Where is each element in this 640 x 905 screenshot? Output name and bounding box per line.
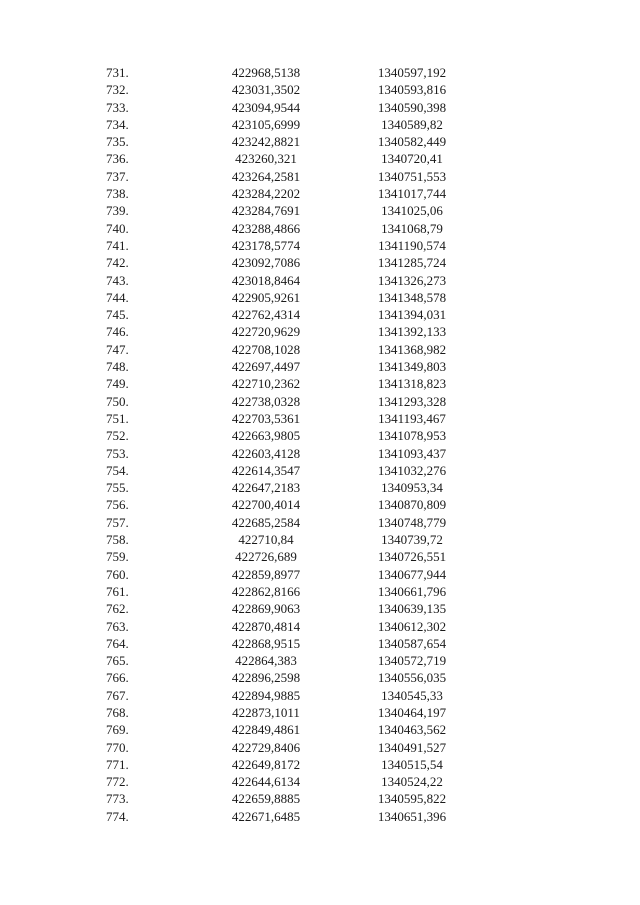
table-row — [0, 150, 640, 167]
row-number: 769. — [106, 722, 129, 738]
y-coordinate: 1340556,035 — [377, 670, 447, 686]
y-coordinate: 1341078,953 — [377, 428, 447, 444]
y-coordinate: 1340524,22 — [381, 774, 443, 790]
x-coordinate: 422703,5361 — [231, 410, 301, 426]
row-number: 754. — [106, 462, 129, 478]
row-number: 760. — [106, 566, 129, 582]
row-number: 742. — [106, 255, 129, 271]
y-coordinate: 1341025,06 — [381, 203, 443, 219]
y-coordinate: 1340589,82 — [381, 116, 443, 132]
row-number: 746. — [106, 324, 129, 340]
table-row — [0, 773, 640, 790]
row-number: 761. — [106, 583, 129, 599]
row-number: 733. — [106, 99, 129, 115]
x-coordinate: 422708,1028 — [231, 341, 301, 357]
x-coordinate: 422729,8406 — [231, 739, 301, 755]
x-coordinate: 422894,9885 — [231, 687, 301, 703]
y-coordinate: 1340651,396 — [377, 808, 447, 824]
row-number: 745. — [106, 307, 129, 323]
row-number: 765. — [106, 653, 129, 669]
x-coordinate: 422649,8172 — [231, 756, 301, 772]
table-row — [0, 721, 640, 738]
x-coordinate: 422614,3547 — [231, 462, 301, 478]
y-coordinate: 1340572,719 — [377, 653, 447, 669]
x-coordinate: 423178,5774 — [231, 237, 301, 253]
y-coordinate: 1341093,437 — [377, 445, 447, 461]
y-coordinate: 1340739,72 — [381, 532, 443, 548]
table-row — [0, 808, 640, 825]
y-coordinate: 1340953,34 — [381, 480, 443, 496]
x-coordinate: 422726,689 — [235, 549, 297, 565]
y-coordinate: 1341349,803 — [377, 359, 447, 375]
table-row — [0, 358, 640, 375]
x-coordinate: 422873,1011 — [232, 704, 300, 720]
table-row — [0, 375, 640, 392]
table-row — [0, 254, 640, 271]
row-number: 764. — [106, 635, 129, 651]
row-number: 756. — [106, 497, 129, 513]
table-row — [0, 323, 640, 340]
row-number: 743. — [106, 272, 129, 288]
x-coordinate: 422905,9261 — [231, 289, 301, 305]
y-coordinate: 1340515,54 — [381, 756, 443, 772]
row-number: 741. — [106, 237, 129, 253]
y-coordinate: 1341293,328 — [377, 393, 447, 409]
row-number: 774. — [106, 808, 129, 824]
x-coordinate: 422869,9063 — [231, 601, 301, 617]
table-row — [0, 168, 640, 185]
y-coordinate: 1341032,276 — [377, 462, 447, 478]
table-row — [0, 687, 640, 704]
y-coordinate: 1340545,33 — [381, 687, 443, 703]
table-row — [0, 548, 640, 565]
table-row — [0, 64, 640, 81]
y-coordinate: 1340491,527 — [377, 739, 447, 755]
y-coordinate: 1340661,796 — [377, 583, 447, 599]
row-number: 757. — [106, 514, 129, 530]
x-coordinate: 423284,7691 — [231, 203, 301, 219]
row-number: 749. — [106, 376, 129, 392]
coordinate-table — [0, 64, 640, 825]
x-coordinate: 423242,8821 — [231, 134, 301, 150]
y-coordinate: 1341394,031 — [377, 307, 447, 323]
x-coordinate: 422870,4814 — [231, 618, 301, 634]
x-coordinate: 422849,4861 — [231, 722, 301, 738]
y-coordinate: 1340612,302 — [377, 618, 447, 634]
x-coordinate: 423092,7086 — [231, 255, 301, 271]
row-number: 731. — [106, 65, 129, 80]
x-coordinate: 423031,3502 — [231, 82, 301, 98]
y-coordinate: 1340677,944 — [377, 566, 447, 582]
x-coordinate: 422659,8885 — [231, 791, 301, 807]
row-number: 737. — [106, 168, 129, 184]
table-row — [0, 566, 640, 583]
table-row — [0, 272, 640, 289]
table-row — [0, 600, 640, 617]
table-row — [0, 410, 640, 427]
table-row — [0, 652, 640, 669]
x-coordinate: 422720,9629 — [231, 324, 301, 340]
x-coordinate: 423094,9544 — [231, 99, 301, 115]
x-coordinate: 422603,4128 — [231, 445, 301, 461]
table-row — [0, 306, 640, 323]
table-row — [0, 393, 640, 410]
row-number: 752. — [106, 428, 129, 444]
x-coordinate: 423260,321 — [235, 151, 297, 167]
row-number: 772. — [106, 774, 129, 790]
x-coordinate: 423018,8464 — [231, 272, 301, 288]
x-coordinate: 422738,0328 — [231, 393, 301, 409]
table-row — [0, 289, 640, 306]
y-coordinate: 1340587,654 — [377, 635, 447, 651]
table-row — [0, 202, 640, 219]
row-number: 750. — [106, 393, 129, 409]
table-row — [0, 220, 640, 237]
table-row — [0, 462, 640, 479]
table-row — [0, 341, 640, 358]
y-coordinate: 1341193,467 — [378, 410, 446, 426]
row-number: 732. — [106, 82, 129, 98]
table-row — [0, 739, 640, 756]
x-coordinate: 422663,9805 — [231, 428, 301, 444]
table-row — [0, 81, 640, 98]
y-coordinate: 1341326,273 — [377, 272, 447, 288]
table-row — [0, 445, 640, 462]
y-coordinate: 1340593,816 — [377, 82, 447, 98]
table-row — [0, 237, 640, 254]
row-number: 734. — [106, 116, 129, 132]
table-row — [0, 669, 640, 686]
x-coordinate: 423288,4866 — [231, 220, 301, 236]
y-coordinate: 1341348,578 — [377, 289, 447, 305]
y-coordinate: 1340726,551 — [377, 549, 447, 565]
x-coordinate: 422647,2183 — [231, 480, 301, 496]
table-row — [0, 514, 640, 531]
y-coordinate: 1340597,192 — [377, 65, 447, 80]
y-coordinate: 1341068,79 — [381, 220, 443, 236]
row-number: 738. — [106, 186, 129, 202]
y-coordinate: 1340595,822 — [377, 791, 447, 807]
y-coordinate: 1340639,135 — [377, 601, 447, 617]
x-coordinate: 422685,2584 — [231, 514, 301, 530]
row-number: 739. — [106, 203, 129, 219]
x-coordinate: 422896,2598 — [231, 670, 301, 686]
row-number: 766. — [106, 670, 129, 686]
row-number: 767. — [106, 687, 129, 703]
table-row — [0, 618, 640, 635]
x-coordinate: 423284,2202 — [231, 186, 301, 202]
table-row — [0, 427, 640, 444]
x-coordinate: 422862,8166 — [231, 583, 301, 599]
x-coordinate: 422868,9515 — [231, 635, 301, 651]
row-number: 740. — [106, 220, 129, 236]
y-coordinate: 1341368,982 — [377, 341, 447, 357]
row-number: 768. — [106, 704, 129, 720]
table-row — [0, 531, 640, 548]
x-coordinate: 422710,84 — [238, 532, 294, 548]
y-coordinate: 1340582,449 — [377, 134, 447, 150]
row-number: 735. — [106, 134, 129, 150]
table-row — [0, 756, 640, 773]
table-row — [0, 704, 640, 721]
x-coordinate: 422671,6485 — [231, 808, 301, 824]
row-number: 773. — [106, 791, 129, 807]
table-row — [0, 116, 640, 133]
x-coordinate: 422697,4497 — [231, 359, 301, 375]
row-number: 759. — [106, 549, 129, 565]
y-coordinate: 1341318,823 — [377, 376, 447, 392]
y-coordinate: 1340751,553 — [377, 168, 447, 184]
y-coordinate: 1340590,398 — [377, 99, 447, 115]
x-coordinate: 422859,8977 — [231, 566, 301, 582]
row-number: 771. — [106, 756, 129, 772]
row-number: 736. — [106, 151, 129, 167]
x-coordinate: 422864,383 — [235, 653, 297, 669]
y-coordinate: 1340463,562 — [377, 722, 447, 738]
row-number: 762. — [106, 601, 129, 617]
table-row — [0, 583, 640, 600]
row-number: 747. — [106, 341, 129, 357]
x-coordinate: 422644,6134 — [231, 774, 301, 790]
y-coordinate: 1340870,809 — [377, 497, 447, 513]
row-number: 758. — [106, 532, 129, 548]
x-coordinate: 423105,6999 — [231, 116, 301, 132]
row-number: 770. — [106, 739, 129, 755]
y-coordinate: 1340464,197 — [377, 704, 447, 720]
table-row — [0, 133, 640, 150]
x-coordinate: 422968,5138 — [231, 65, 301, 80]
y-coordinate: 1340720,41 — [381, 151, 443, 167]
row-number: 755. — [106, 480, 129, 496]
x-coordinate: 422710,2362 — [231, 376, 301, 392]
table-row — [0, 479, 640, 496]
table-row — [0, 790, 640, 807]
row-number: 748. — [106, 359, 129, 375]
y-coordinate: 1340748,779 — [377, 514, 447, 530]
row-number: 753. — [106, 445, 129, 461]
table-row — [0, 635, 640, 652]
y-coordinate: 1341190,574 — [378, 237, 446, 253]
x-coordinate: 422762,4314 — [231, 307, 301, 323]
y-coordinate: 1341285,724 — [377, 255, 447, 271]
table-row — [0, 185, 640, 202]
row-number: 744. — [106, 289, 129, 305]
table-row — [0, 496, 640, 513]
y-coordinate: 1341392,133 — [377, 324, 447, 340]
row-number: 751. — [106, 410, 129, 426]
table-row — [0, 99, 640, 116]
row-number: 763. — [106, 618, 129, 634]
x-coordinate: 422700,4014 — [231, 497, 301, 513]
y-coordinate: 1341017,744 — [377, 186, 447, 202]
x-coordinate: 423264,2581 — [231, 168, 301, 184]
